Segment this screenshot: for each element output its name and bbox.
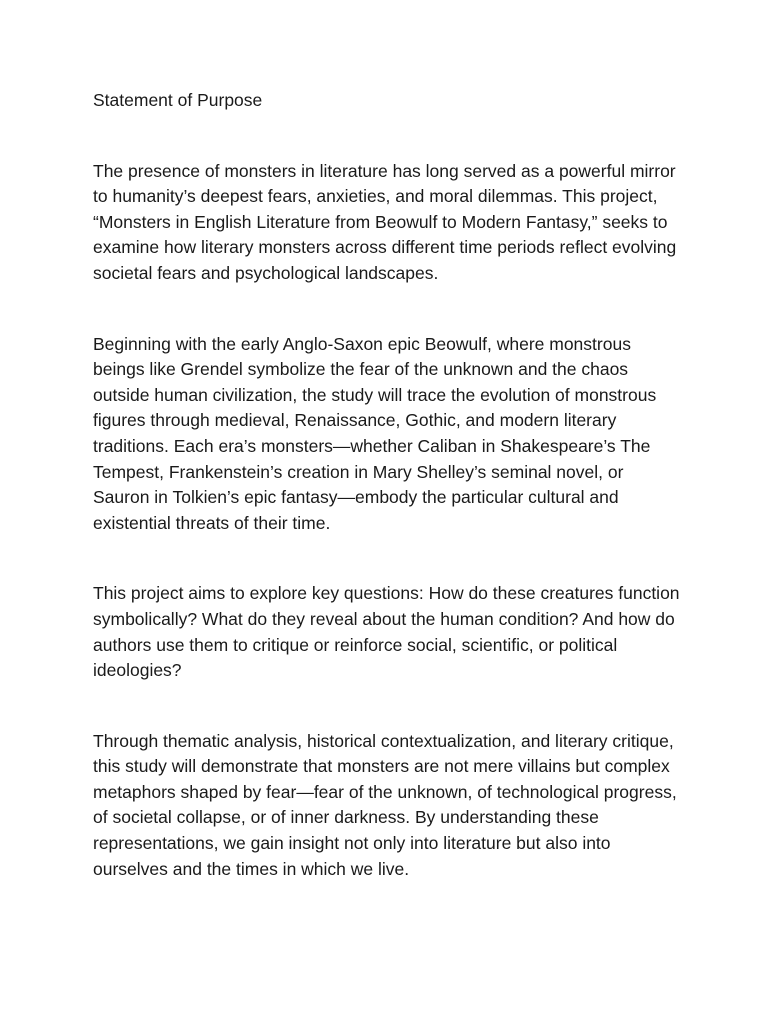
paragraph-intro: The presence of monsters in literature has long served as a powerful mirror to humanity’s deepest fears, anxieties, and moral dilemmas. This project, “Monsters in English Literature from Beowulf to Modern Fantasy,” seeks to examine how literary monsters across different time periods reflect evolving societal fears and psychological landscapes. <box>93 160 677 283</box>
document-body <box>93 88 683 882</box>
paragraph-historical-scope: Beginning with the early Anglo-Saxon epic Beowulf, where monstrous beings like Grendel symbolize the fear of the unknown and the chaos outside human civilization, the study will trace the evolution of monstrous figures through medieval, Renaissance, Gothic, and modern literary traditions. Each era’s monsters—whether Caliban in Shakespeare’s The Tempest, Frankenstein’s creation in Mary Shelley’s seminal novel, or Sauron in Tolkien’s epic fantasy—embody the particular cultural and existential threats of their time. <box>93 333 657 533</box>
document-title: Statement of Purpose <box>93 90 263 110</box>
paragraph-conclusion: Through thematic analysis, historical contextualization, and literary critique, this study will demonstrate that monsters are not mere villains but complex metaphors shaped by fear—fear of the unknown, of technological progress, of societal collapse, or of inner darkness. By understanding these representations, we gain insight not only into literature but also into ourselves and the times in which we live. <box>93 730 677 879</box>
paragraph-key-questions: This project aims to explore key questions: How do these creatures function symbolically? What do they reveal about the human condition? And how do authors use them to critique or reinforce social, scientific, or political ideologies? <box>93 583 680 681</box>
